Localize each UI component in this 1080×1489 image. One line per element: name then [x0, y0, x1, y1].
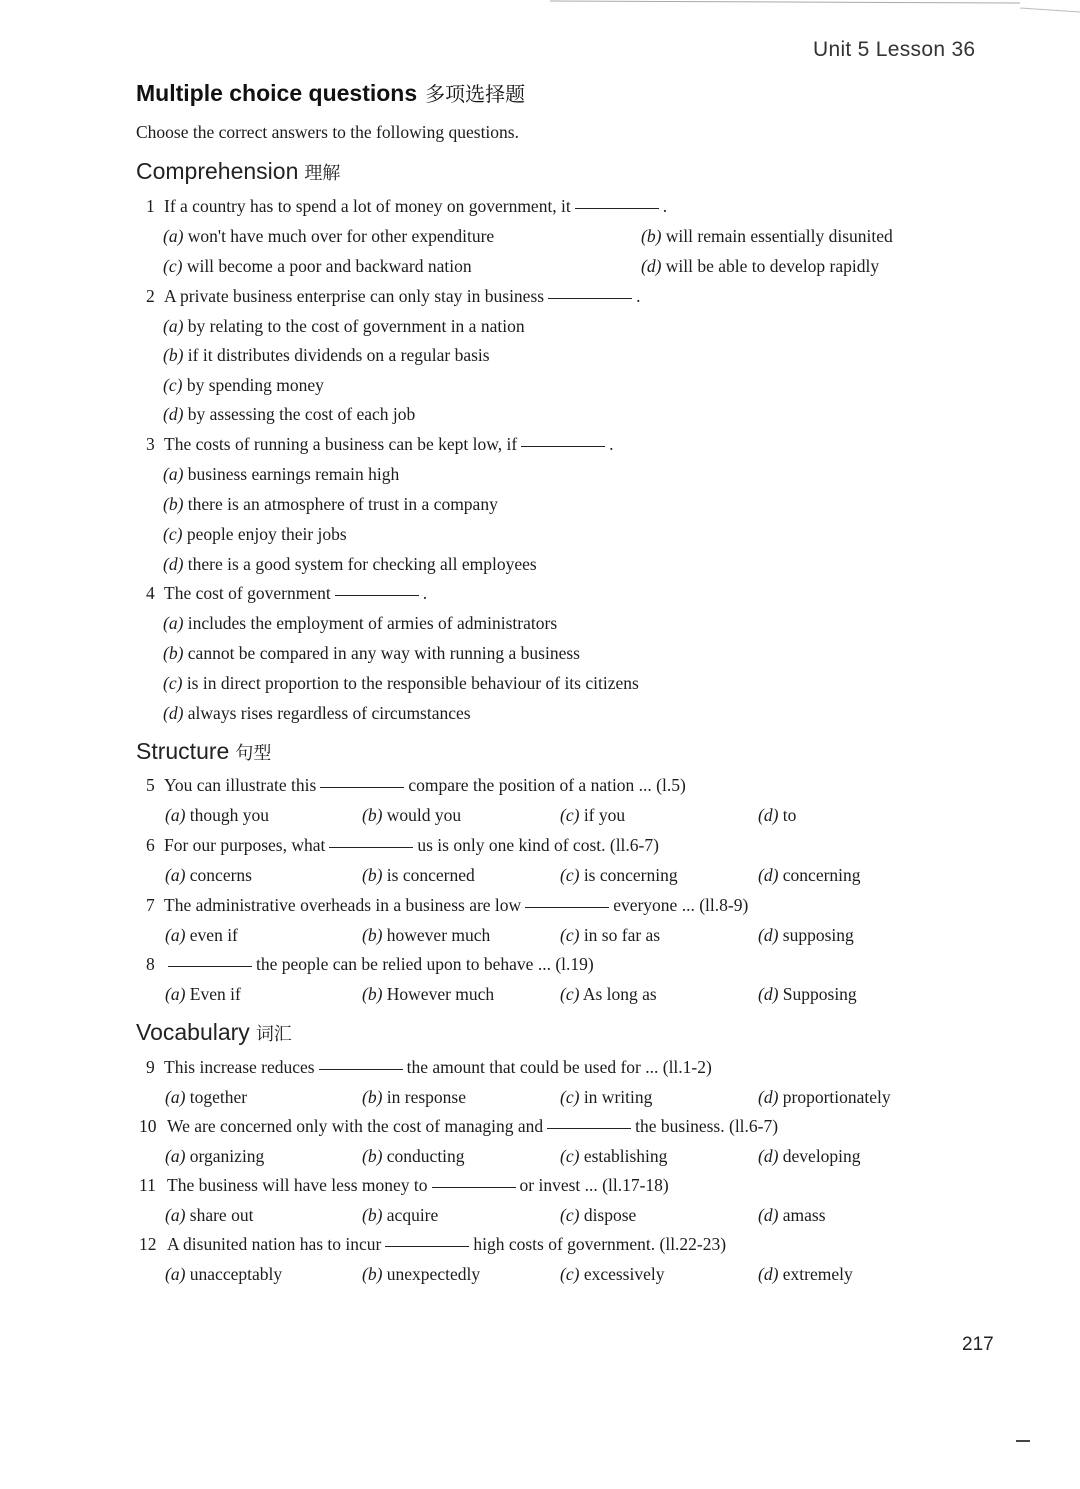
section-heading-comprehension: Comprehension 理解 — [136, 158, 341, 184]
option-11b: (b) acquire — [362, 1205, 439, 1225]
page-title — [136, 78, 525, 107]
answer-blank — [329, 846, 413, 848]
option-6b: (b) is concerned — [362, 865, 475, 885]
option-8b: (b) However much — [362, 984, 495, 1004]
title-chinese: 多项选择题 — [425, 82, 526, 106]
option-11a: (a) share out — [165, 1205, 254, 1225]
option-7a: (a) even if — [165, 925, 238, 945]
option-10d: (d) developing — [758, 1146, 861, 1166]
answer-blank — [547, 1127, 631, 1129]
option-10b: (b) conducting — [362, 1146, 465, 1166]
option-5d: (d) to — [758, 805, 797, 825]
answer-blank — [168, 965, 252, 967]
option-8a: (a) Even if — [165, 984, 241, 1004]
option-3b: (b) there is an atmosphere of trust in a company — [163, 494, 498, 514]
option-3c: (c) people enjoy their jobs — [163, 524, 347, 544]
question-11: 11 The business will have less money to or invest ... (ll.17-18) — [139, 1175, 669, 1195]
instructions: Choose the correct answers to the following questions. — [136, 122, 519, 142]
option-6a: (a) concerns — [165, 865, 252, 885]
option-9d: (d) proportionately — [758, 1087, 891, 1107]
option-1d: (d) will be able to develop rapidly — [641, 256, 880, 276]
question-1: 1 If a country has to spend a lot of money on government, it . — [146, 196, 668, 216]
option-8d: (d) Supposing — [758, 984, 857, 1004]
option-4d: (d) always rises regardless of circumstances — [163, 703, 471, 723]
question-8: 8 the people can be relied upon to behave ... (l.19) — [146, 954, 594, 974]
option-1a: (a) won't have much over for other expenditure — [163, 226, 495, 246]
section-heading-vocabulary: Vocabulary 词汇 — [136, 1019, 292, 1045]
section-heading-structure: Structure 句型 — [136, 738, 272, 764]
answer-blank — [548, 297, 632, 299]
question-4: 4 The cost of government . — [146, 583, 428, 603]
question-12: 12 A disunited nation has to incur high costs of government. (ll.22-23) — [139, 1234, 727, 1254]
answer-blank — [575, 207, 659, 209]
option-7d: (d) supposing — [758, 925, 854, 945]
option-9b: (b) in response — [362, 1087, 467, 1107]
option-2a: (a) by relating to the cost of government in a nation — [163, 316, 525, 336]
option-12c: (c) excessively — [560, 1264, 665, 1284]
answer-blank — [320, 786, 404, 788]
option-9a: (a) together — [165, 1087, 248, 1107]
title-english: Multiple choice questions — [136, 80, 418, 106]
option-2b: (b) if it distributes dividends on a regular basis — [163, 345, 490, 365]
unit-lesson-header: Unit 5 Lesson 36 — [813, 38, 976, 61]
option-10c: (c) establishing — [560, 1146, 668, 1166]
answer-blank — [385, 1245, 469, 1247]
scan-edge-line — [550, 0, 1080, 14]
option-6d: (d) concerning — [758, 865, 861, 885]
option-9c: (c) in writing — [560, 1087, 653, 1107]
option-2d: (d) by assessing the cost of each job — [163, 404, 416, 424]
option-12b: (b) unexpectedly — [362, 1264, 481, 1284]
answer-blank — [525, 906, 609, 908]
answer-blank — [432, 1186, 516, 1188]
option-2c: (c) by spending money — [163, 375, 324, 395]
question-9: 9 This increase reduces the amount that could be used for ... (ll.1-2) — [146, 1057, 712, 1077]
answer-blank — [521, 445, 605, 447]
scan-mark — [1016, 1440, 1030, 1442]
option-4b: (b) cannot be compared in any way with running a business — [163, 643, 580, 663]
option-4a: (a) includes the employment of armies of administrators — [163, 613, 558, 633]
option-7c: (c) in so far as — [560, 925, 661, 945]
question-6: 6 For our purposes, what us is only one kind of cost. (ll.6-7) — [146, 835, 659, 855]
option-5a: (a) though you — [165, 805, 270, 825]
option-11d: (d) amass — [758, 1205, 826, 1225]
option-4c: (c) is in direct proportion to the responsible behaviour of its citizens — [163, 673, 639, 693]
question-10: 10 We are concerned only with the cost of managing and the business. (ll.6-7) — [139, 1116, 779, 1136]
option-5b: (b) would you — [362, 805, 462, 825]
option-8c: (c) As long as — [560, 984, 657, 1004]
page-number: 217 — [962, 1334, 994, 1355]
option-12d: (d) extremely — [758, 1264, 853, 1284]
question-5: 5 You can illustrate this compare the position of a nation ... (l.5) — [146, 775, 686, 795]
option-3d: (d) there is a good system for checking all employees — [163, 554, 537, 574]
option-5c: (c) if you — [560, 805, 626, 825]
option-11c: (c) dispose — [560, 1205, 637, 1225]
answer-blank — [335, 594, 419, 596]
question-3: 3 The costs of running a business can be kept low, if . — [146, 434, 614, 454]
answer-blank — [319, 1068, 403, 1070]
option-10a: (a) organizing — [165, 1146, 265, 1166]
question-2: 2 A private business enterprise can only stay in business . — [146, 286, 641, 306]
question-7: 7 The administrative overheads in a business are low everyone ... (ll.8-9) — [146, 895, 749, 915]
option-3a: (a) business earnings remain high — [163, 464, 400, 484]
option-12a: (a) unacceptably — [165, 1264, 283, 1284]
option-1c: (c) will become a poor and backward nation — [163, 256, 472, 276]
option-6c: (c) is concerning — [560, 865, 678, 885]
option-1b: (b) will remain essentially disunited — [641, 226, 893, 246]
option-7b: (b) however much — [362, 925, 491, 945]
